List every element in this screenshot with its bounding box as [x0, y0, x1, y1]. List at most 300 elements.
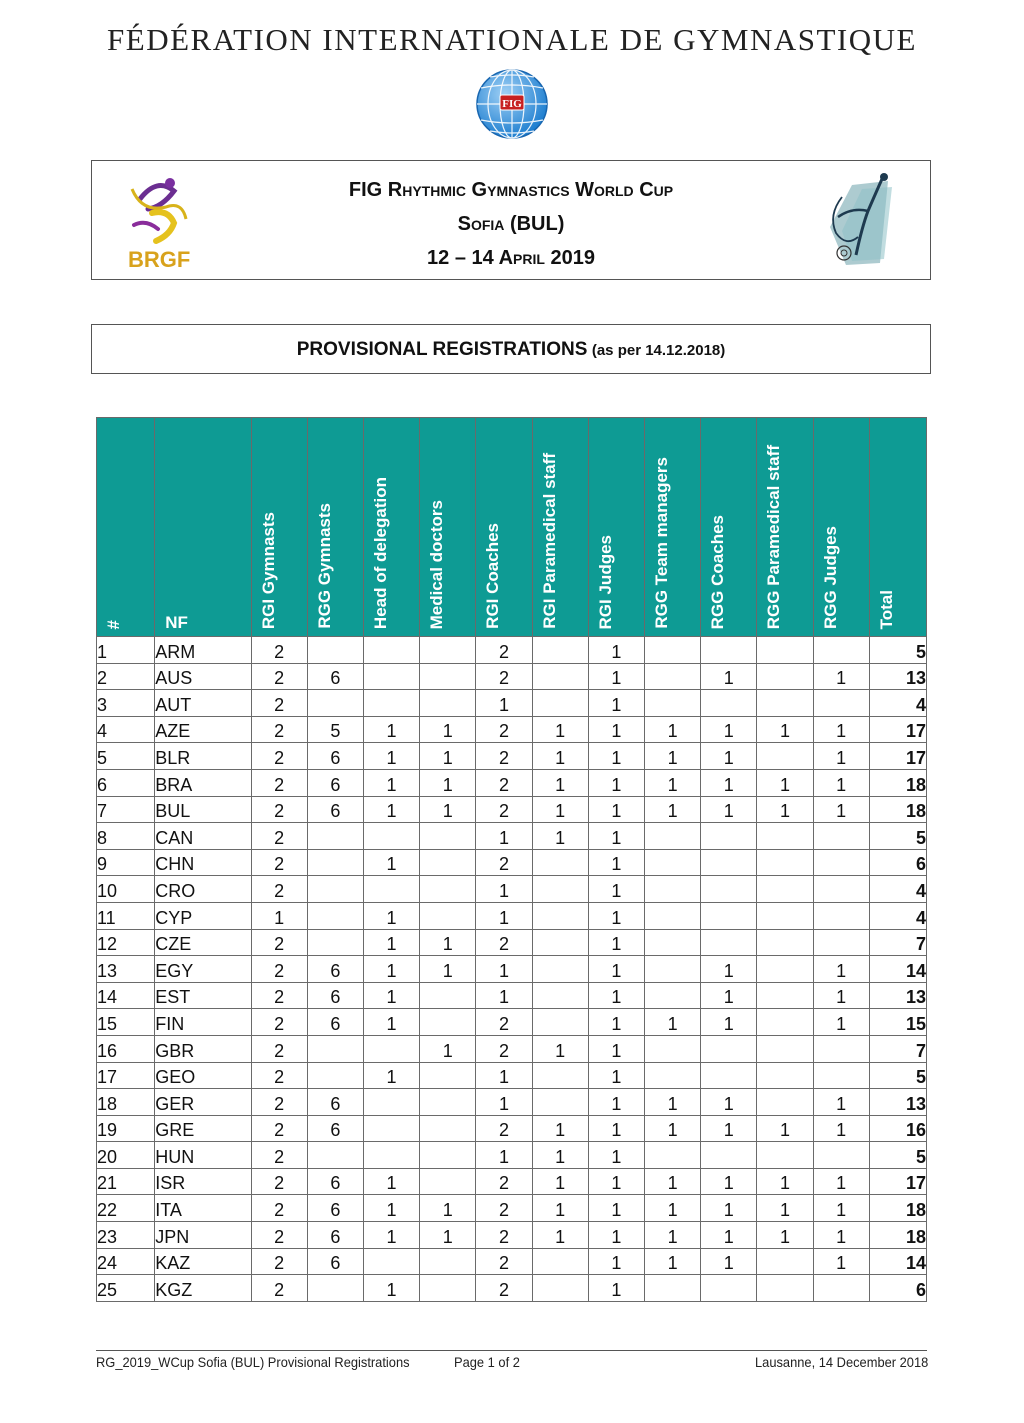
- footer-document-name: RG_2019_WCup Sofia (BUL) Provisional Registrations: [96, 1354, 410, 1370]
- count-cell: 1: [588, 1222, 644, 1249]
- count-cell: 2: [251, 956, 307, 983]
- nf-cell: ISR: [155, 1168, 251, 1195]
- row-number-cell: 4: [97, 716, 155, 743]
- table-row: [97, 637, 927, 664]
- count-cell: [420, 663, 476, 690]
- count-cell: 1: [757, 1168, 813, 1195]
- count-cell: 1: [420, 1195, 476, 1222]
- count-cell: [644, 637, 700, 664]
- count-cell: [813, 637, 869, 664]
- count-cell: [363, 690, 419, 717]
- table-row: [97, 876, 927, 903]
- count-cell: [644, 1062, 700, 1089]
- count-cell: 1: [363, 743, 419, 770]
- count-cell: [757, 1062, 813, 1089]
- count-cell: [701, 823, 757, 850]
- count-cell: 1: [701, 1009, 757, 1036]
- table-row: [97, 823, 927, 850]
- count-cell: [644, 1035, 700, 1062]
- table-row: [97, 1248, 927, 1275]
- table-row: [97, 1168, 927, 1195]
- total-cell: 5: [869, 637, 926, 664]
- total-cell: 14: [869, 1248, 926, 1275]
- count-cell: 1: [588, 849, 644, 876]
- count-cell: 2: [251, 1089, 307, 1116]
- count-cell: 1: [420, 956, 476, 983]
- count-cell: 1: [476, 876, 532, 903]
- total-cell: 7: [869, 929, 926, 956]
- count-cell: 1: [532, 1115, 588, 1142]
- count-cell: 1: [701, 743, 757, 770]
- count-cell: [363, 1248, 419, 1275]
- count-cell: [420, 1142, 476, 1169]
- count-cell: [701, 1062, 757, 1089]
- total-cell: 18: [869, 769, 926, 796]
- count-cell: [420, 637, 476, 664]
- nf-cell: EGY: [155, 956, 251, 983]
- count-cell: 1: [532, 823, 588, 850]
- count-cell: [420, 1248, 476, 1275]
- row-number-cell: 19: [97, 1115, 155, 1142]
- total-cell: 5: [869, 1142, 926, 1169]
- count-cell: 1: [588, 823, 644, 850]
- nf-cell: KAZ: [155, 1248, 251, 1275]
- count-cell: 6: [307, 796, 363, 823]
- count-cell: 1: [532, 1222, 588, 1249]
- count-cell: 2: [251, 1222, 307, 1249]
- total-cell: 16: [869, 1115, 926, 1142]
- nf-cell: CAN: [155, 823, 251, 850]
- total-cell: 18: [869, 796, 926, 823]
- count-cell: [701, 929, 757, 956]
- column-header-label: Total: [876, 589, 896, 629]
- footer-place-date: Lausanne, 14 December 2018: [755, 1354, 929, 1370]
- fig-logo-text: FIG: [502, 98, 522, 110]
- count-cell: 1: [701, 1168, 757, 1195]
- count-cell: [363, 1142, 419, 1169]
- nf-cell: BUL: [155, 796, 251, 823]
- count-cell: [363, 1115, 419, 1142]
- table-row: [97, 769, 927, 796]
- count-cell: 1: [813, 769, 869, 796]
- nf-cell: CRO: [155, 876, 251, 903]
- count-cell: [420, 849, 476, 876]
- count-cell: 1: [476, 823, 532, 850]
- count-cell: 2: [476, 1195, 532, 1222]
- count-cell: 2: [476, 769, 532, 796]
- nf-cell: GRE: [155, 1115, 251, 1142]
- column-header-label: RGI Coaches: [483, 523, 503, 629]
- count-cell: 5: [307, 716, 363, 743]
- column-header: [813, 418, 869, 637]
- count-cell: [363, 876, 419, 903]
- row-number-cell: 13: [97, 956, 155, 983]
- count-cell: [420, 876, 476, 903]
- row-number-cell: 20: [97, 1142, 155, 1169]
- count-cell: [532, 1062, 588, 1089]
- count-cell: 1: [813, 1115, 869, 1142]
- count-cell: [420, 982, 476, 1009]
- count-cell: 6: [307, 1168, 363, 1195]
- count-cell: 1: [644, 769, 700, 796]
- count-cell: 1: [532, 1168, 588, 1195]
- count-cell: [757, 823, 813, 850]
- count-cell: [420, 690, 476, 717]
- column-header-label: RGG Gymnasts: [314, 503, 334, 629]
- count-cell: [307, 876, 363, 903]
- table-header-row: [97, 418, 927, 637]
- count-cell: 2: [476, 1248, 532, 1275]
- count-cell: 6: [307, 1248, 363, 1275]
- count-cell: [813, 690, 869, 717]
- count-cell: 1: [644, 1115, 700, 1142]
- count-cell: [532, 956, 588, 983]
- count-cell: 1: [813, 1009, 869, 1036]
- row-number-cell: 14: [97, 982, 155, 1009]
- count-cell: 1: [363, 1222, 419, 1249]
- row-number-cell: 8: [97, 823, 155, 850]
- count-cell: 2: [476, 716, 532, 743]
- count-cell: [532, 1089, 588, 1116]
- count-cell: 1: [644, 1089, 700, 1116]
- count-cell: 2: [251, 929, 307, 956]
- total-cell: 15: [869, 1009, 926, 1036]
- table-row: [97, 849, 927, 876]
- count-cell: [813, 876, 869, 903]
- count-cell: 1: [813, 1248, 869, 1275]
- count-cell: [532, 1248, 588, 1275]
- count-cell: [420, 902, 476, 929]
- count-cell: [363, 1089, 419, 1116]
- count-cell: [363, 663, 419, 690]
- table-row: [97, 902, 927, 929]
- count-cell: 1: [588, 690, 644, 717]
- count-cell: 1: [588, 1142, 644, 1169]
- count-cell: [307, 637, 363, 664]
- total-cell: 4: [869, 902, 926, 929]
- column-header: [532, 418, 588, 637]
- count-cell: 6: [307, 1222, 363, 1249]
- count-cell: [363, 1035, 419, 1062]
- count-cell: 2: [251, 663, 307, 690]
- count-cell: 2: [251, 1115, 307, 1142]
- nf-cell: HUN: [155, 1142, 251, 1169]
- row-number-cell: 15: [97, 1009, 155, 1036]
- count-cell: [420, 1168, 476, 1195]
- count-cell: 2: [251, 690, 307, 717]
- count-cell: 1: [588, 1275, 644, 1302]
- count-cell: [644, 1142, 700, 1169]
- count-cell: 1: [644, 743, 700, 770]
- count-cell: [532, 982, 588, 1009]
- count-cell: 1: [757, 796, 813, 823]
- count-cell: 1: [588, 1062, 644, 1089]
- column-header-label: RGI Paramedical staff: [539, 453, 559, 629]
- count-cell: 1: [757, 769, 813, 796]
- nf-cell: GER: [155, 1089, 251, 1116]
- count-cell: 6: [307, 663, 363, 690]
- row-number-cell: 22: [97, 1195, 155, 1222]
- count-cell: 1: [701, 663, 757, 690]
- count-cell: 2: [251, 1142, 307, 1169]
- count-cell: [532, 690, 588, 717]
- count-cell: 2: [251, 1168, 307, 1195]
- nf-cell: KGZ: [155, 1275, 251, 1302]
- nf-cell: FIN: [155, 1009, 251, 1036]
- column-header-label: RGG Judges: [820, 526, 840, 629]
- count-cell: 2: [476, 1115, 532, 1142]
- row-number-cell: 16: [97, 1035, 155, 1062]
- count-cell: [701, 902, 757, 929]
- count-cell: [532, 1009, 588, 1036]
- count-cell: [757, 1142, 813, 1169]
- column-header-label: RGG Paramedical staff: [764, 444, 784, 629]
- total-cell: 6: [869, 1275, 926, 1302]
- count-cell: 1: [813, 743, 869, 770]
- count-cell: 2: [476, 1168, 532, 1195]
- row-number-cell: 2: [97, 663, 155, 690]
- count-cell: 1: [476, 956, 532, 983]
- count-cell: [644, 876, 700, 903]
- table-row: [97, 796, 927, 823]
- total-cell: 13: [869, 982, 926, 1009]
- count-cell: 1: [420, 769, 476, 796]
- count-cell: [757, 902, 813, 929]
- count-cell: 1: [251, 902, 307, 929]
- count-cell: [757, 876, 813, 903]
- count-cell: 1: [757, 716, 813, 743]
- count-cell: 2: [251, 716, 307, 743]
- column-header: [307, 418, 363, 637]
- count-cell: 1: [420, 716, 476, 743]
- count-cell: 1: [701, 716, 757, 743]
- count-cell: 6: [307, 956, 363, 983]
- count-cell: 1: [532, 769, 588, 796]
- federation-title: FÉDÉRATION INTERNATIONALE DE GYMNASTIQUE: [107, 22, 917, 57]
- count-cell: [813, 902, 869, 929]
- count-cell: 6: [307, 1089, 363, 1116]
- count-cell: 1: [813, 796, 869, 823]
- count-cell: 1: [644, 1222, 700, 1249]
- count-cell: [532, 929, 588, 956]
- count-cell: 2: [476, 1009, 532, 1036]
- total-cell: 17: [869, 743, 926, 770]
- count-cell: [757, 663, 813, 690]
- count-cell: 1: [588, 637, 644, 664]
- count-cell: 1: [701, 1115, 757, 1142]
- count-cell: 1: [813, 716, 869, 743]
- count-cell: 1: [588, 796, 644, 823]
- count-cell: [757, 743, 813, 770]
- count-cell: 1: [420, 1222, 476, 1249]
- row-number-cell: 24: [97, 1248, 155, 1275]
- count-cell: 1: [588, 929, 644, 956]
- registrations-table: [96, 417, 927, 1302]
- count-cell: 1: [588, 982, 644, 1009]
- count-cell: 1: [363, 716, 419, 743]
- count-cell: 1: [363, 902, 419, 929]
- row-number-cell: 12: [97, 929, 155, 956]
- count-cell: 1: [363, 1062, 419, 1089]
- nf-cell: CYP: [155, 902, 251, 929]
- registrations-title: PROVISIONAL REGISTRATIONS: [296, 339, 588, 360]
- count-cell: 1: [813, 1195, 869, 1222]
- count-cell: 6: [307, 1009, 363, 1036]
- column-header: [251, 418, 307, 637]
- count-cell: 1: [532, 743, 588, 770]
- count-cell: 1: [420, 929, 476, 956]
- count-cell: [307, 690, 363, 717]
- count-cell: 1: [363, 1275, 419, 1302]
- registrations-subtitle: (as per 14.12.2018): [591, 342, 726, 359]
- count-cell: 1: [701, 1222, 757, 1249]
- count-cell: [307, 1142, 363, 1169]
- count-cell: 1: [588, 902, 644, 929]
- count-cell: [757, 690, 813, 717]
- count-cell: 1: [420, 796, 476, 823]
- nf-cell: CZE: [155, 929, 251, 956]
- count-cell: 1: [813, 982, 869, 1009]
- column-header-label: RGI Judges: [595, 534, 615, 629]
- count-cell: 1: [532, 796, 588, 823]
- count-cell: 2: [251, 743, 307, 770]
- count-cell: 1: [476, 1142, 532, 1169]
- count-cell: [701, 637, 757, 664]
- count-cell: 6: [307, 1115, 363, 1142]
- count-cell: 1: [701, 796, 757, 823]
- nf-cell: GEO: [155, 1062, 251, 1089]
- count-cell: 1: [644, 1248, 700, 1275]
- count-cell: 1: [644, 1195, 700, 1222]
- count-cell: 2: [476, 1222, 532, 1249]
- count-cell: 1: [363, 982, 419, 1009]
- row-number-cell: 10: [97, 876, 155, 903]
- total-cell: 13: [869, 1089, 926, 1116]
- count-cell: 1: [813, 1168, 869, 1195]
- column-header-label: Head of delegation: [370, 476, 390, 629]
- count-cell: 1: [644, 796, 700, 823]
- count-cell: 1: [363, 769, 419, 796]
- column-header: [420, 418, 476, 637]
- count-cell: [420, 1115, 476, 1142]
- count-cell: 2: [476, 663, 532, 690]
- count-cell: 2: [251, 769, 307, 796]
- column-header: [155, 418, 251, 637]
- table-row: [97, 1195, 927, 1222]
- nf-cell: AUT: [155, 690, 251, 717]
- count-cell: [701, 1275, 757, 1302]
- count-cell: 1: [701, 1248, 757, 1275]
- count-cell: [757, 1248, 813, 1275]
- count-cell: 1: [588, 1195, 644, 1222]
- column-header-label: #: [104, 619, 123, 629]
- footer-page-number: Page 1 of 2: [454, 1354, 520, 1370]
- event-location: Sofia (BUL): [457, 213, 565, 235]
- event-dates: 12 – 14 April 2019: [427, 247, 595, 269]
- count-cell: [757, 1275, 813, 1302]
- row-number-cell: 18: [97, 1089, 155, 1116]
- nf-cell: ARM: [155, 637, 251, 664]
- count-cell: [532, 637, 588, 664]
- rhythmic-gymnastics-logo: [822, 167, 902, 271]
- column-header: [363, 418, 419, 637]
- count-cell: [701, 1142, 757, 1169]
- count-cell: 2: [251, 876, 307, 903]
- count-cell: [644, 902, 700, 929]
- count-cell: 1: [757, 1195, 813, 1222]
- count-cell: 1: [588, 663, 644, 690]
- table-row: [97, 1222, 927, 1249]
- total-cell: 14: [869, 956, 926, 983]
- table-row: [97, 743, 927, 770]
- count-cell: [307, 823, 363, 850]
- count-cell: 1: [532, 716, 588, 743]
- count-cell: [532, 849, 588, 876]
- count-cell: 1: [813, 1089, 869, 1116]
- count-cell: [813, 1275, 869, 1302]
- column-header: [869, 418, 926, 637]
- total-cell: 5: [869, 823, 926, 850]
- count-cell: 1: [363, 956, 419, 983]
- row-number-cell: 9: [97, 849, 155, 876]
- count-cell: 1: [476, 1089, 532, 1116]
- count-cell: [420, 1275, 476, 1302]
- table-body: [97, 637, 927, 1302]
- count-cell: 1: [420, 743, 476, 770]
- count-cell: [813, 929, 869, 956]
- count-cell: [644, 663, 700, 690]
- count-cell: 1: [363, 929, 419, 956]
- count-cell: [307, 1275, 363, 1302]
- count-cell: [813, 1062, 869, 1089]
- column-header: [476, 418, 532, 637]
- count-cell: 1: [588, 1168, 644, 1195]
- count-cell: [757, 956, 813, 983]
- count-cell: [813, 849, 869, 876]
- count-cell: [532, 902, 588, 929]
- count-cell: [757, 1089, 813, 1116]
- count-cell: 2: [251, 637, 307, 664]
- count-cell: 2: [476, 1035, 532, 1062]
- count-cell: 1: [701, 1195, 757, 1222]
- count-cell: [757, 637, 813, 664]
- table-row: [97, 716, 927, 743]
- count-cell: 1: [363, 1009, 419, 1036]
- count-cell: [701, 690, 757, 717]
- count-cell: [813, 1142, 869, 1169]
- count-cell: 1: [701, 769, 757, 796]
- column-header-label: NF: [165, 613, 188, 632]
- count-cell: [307, 1035, 363, 1062]
- count-cell: 1: [644, 1009, 700, 1036]
- count-cell: [757, 1035, 813, 1062]
- count-cell: 1: [476, 982, 532, 1009]
- count-cell: [644, 823, 700, 850]
- total-cell: 6: [869, 849, 926, 876]
- table-row: [97, 663, 927, 690]
- count-cell: 2: [251, 1195, 307, 1222]
- count-cell: [701, 1035, 757, 1062]
- column-header-label: RGI Gymnasts: [258, 511, 278, 629]
- count-cell: [420, 1009, 476, 1036]
- count-cell: 2: [251, 982, 307, 1009]
- column-header: [644, 418, 700, 637]
- footer-divider: [96, 1350, 927, 1351]
- total-cell: 4: [869, 876, 926, 903]
- count-cell: [757, 929, 813, 956]
- row-number-cell: 11: [97, 902, 155, 929]
- row-number-cell: 7: [97, 796, 155, 823]
